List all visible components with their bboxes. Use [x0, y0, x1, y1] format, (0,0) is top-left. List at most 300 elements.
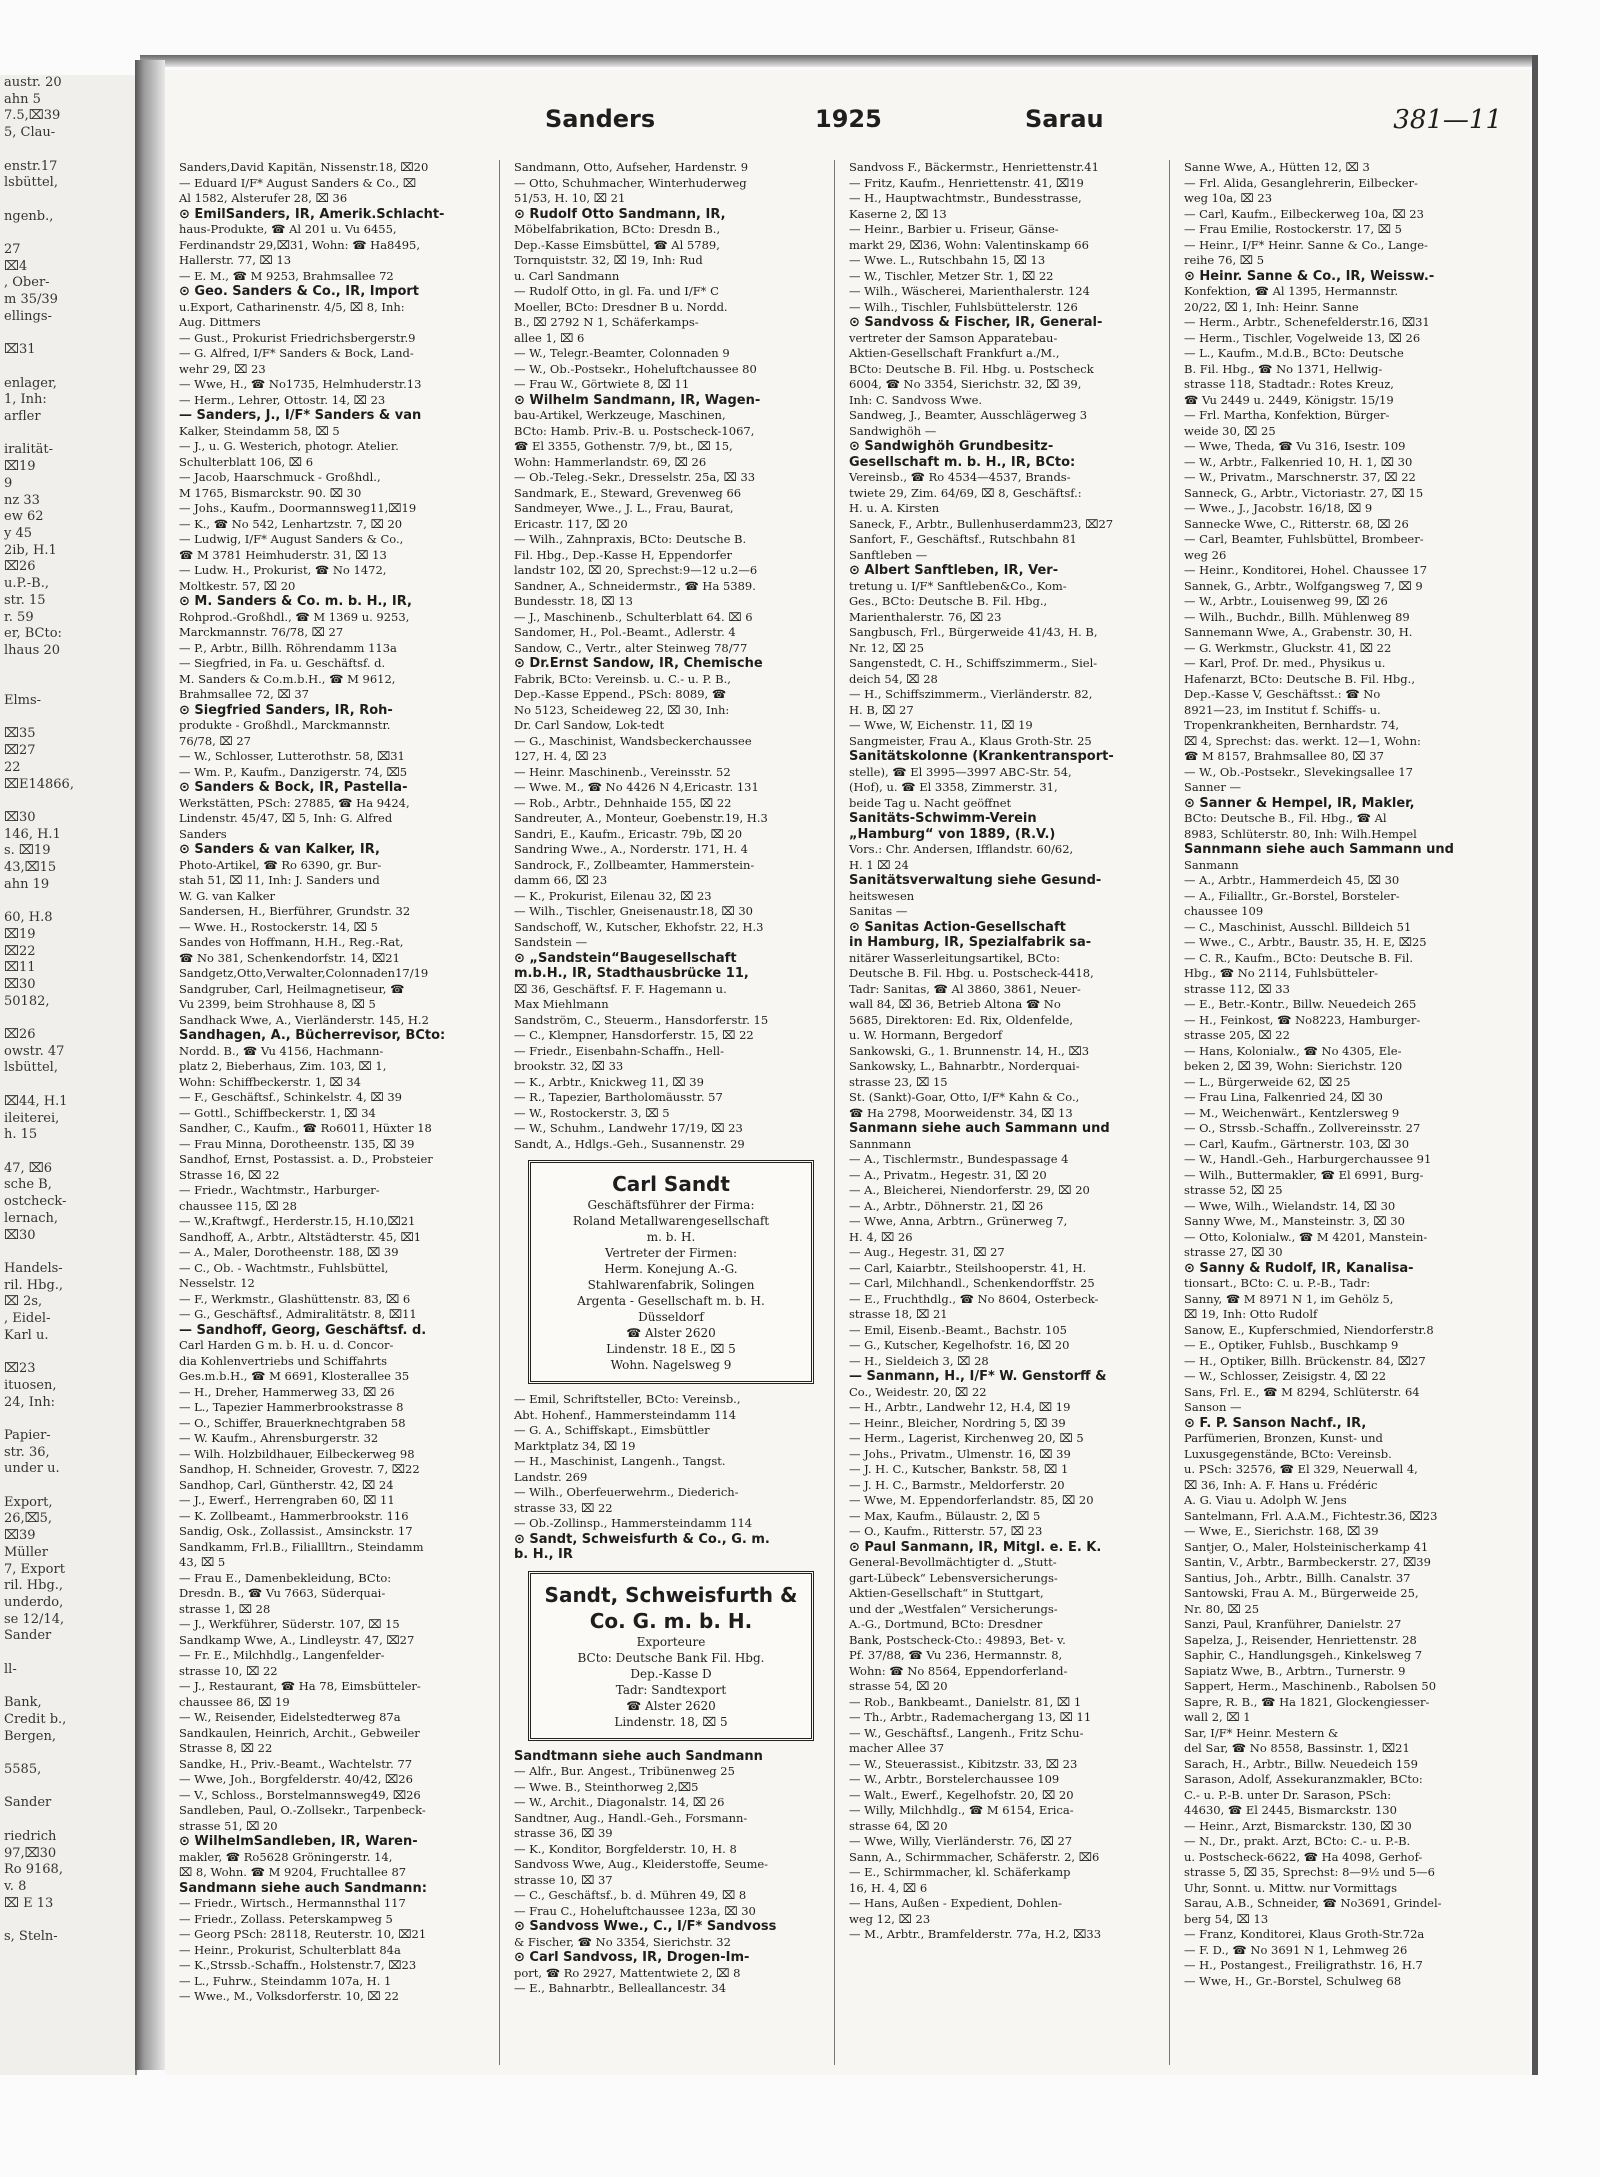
facing-page-text: Ro 9168,	[4, 1862, 63, 1878]
facing-page-text: ⌧26	[4, 559, 36, 575]
directory-entry: Santowski, Frau A. M., Bürgerweide 25,	[1184, 1586, 1419, 1600]
directory-entry: ⊙ Sanny & Rudolf, IR, Kanalisa-	[1184, 1260, 1414, 1276]
directory-entry: — Carl, Kaufm., Eilbeckerweg 10a, ⌧ 23	[1184, 206, 1424, 221]
directory-entry: — H., Postangest., Freiligrathstr. 16, H.7	[1184, 1958, 1423, 1972]
directory-entry: — Ludwig, I/F* August Sanders & Co.,	[179, 532, 404, 546]
directory-entry: Gesellschaft m. b. H., IR, BCto:	[849, 454, 1076, 470]
facing-page-text	[0, 710, 135, 727]
directory-entry: — Wm. P., Kaufm., Danzigerstr. 74, ⌧5	[179, 764, 408, 779]
facing-page-text: Bank,	[4, 1695, 42, 1711]
directory-entry: — F., Werkmstr., Glashüttenstr. 83, ⌧ 6	[179, 1291, 411, 1306]
directory-entry: — G. A., Schiffskapt., Eimsbüttler	[514, 1423, 710, 1437]
directory-entry: Sandvoss F., Bäckermstr., Henriettenstr.41	[849, 160, 1099, 174]
directory-entry: Carl Harden G m. b. H. u. d. Concor-	[179, 1338, 394, 1352]
directory-entry: — Wwe. M., ☎ No 4426 N 4,Ericastr. 131	[514, 780, 759, 794]
directory-entry: — K., ☎ No 542, Lenhartzstr. 7, ⌧ 20	[179, 516, 403, 531]
directory-entry: ☎ Vu 2449 u. 2449, Königstr. 15/19	[1184, 392, 1394, 407]
facing-page-text	[0, 1679, 135, 1696]
directory-entry: — Wwe., C., Arbtr., Baustr. 35, H. E, ⌧25	[1184, 935, 1427, 949]
directory-entry: — Fritz, Kaufm., Henriettenstr. 41, ⌧19	[849, 175, 1084, 190]
directory-entry: ⌧ 36, Inh: A. F. Hans u. Frédéric	[1184, 1477, 1378, 1492]
facing-page-text	[0, 1344, 135, 1361]
directory-entry: Sapelza, J., Reisender, Henriettenstr. 28	[1184, 1632, 1417, 1647]
directory-entry: Sanitas —	[849, 904, 908, 918]
directory-entry: — Frau Emilie, Rostockerstr. 17, ⌧ 5	[1184, 222, 1402, 236]
advertisement-carl-sandt	[528, 1160, 814, 1384]
directory-entry: — C., Klempner, Hansdorferstr. 15, ⌧ 22	[514, 1028, 754, 1042]
directory-entry: weg 12, ⌧ 23	[849, 1911, 931, 1926]
directory-entry: — Frau Lina, Falkenried 24, ⌧ 30	[1184, 1090, 1383, 1104]
directory-entry: ⊙ Sandwighöh Grundbesitz-	[849, 439, 1054, 454]
advertisement-line: BCto: Deutsche Bank Fil. Hbg.	[577, 1650, 765, 1665]
facing-page-text	[0, 192, 135, 209]
directory-entry: Sandomer, H., Pol.-Beamt., Adlerstr. 4	[514, 625, 736, 639]
facing-page-text: 47, ⌧6	[4, 1160, 53, 1176]
directory-entry: — Herm., Tischler, Vogelweide 13, ⌧ 26	[1184, 330, 1421, 345]
directory-entry: ⊙ Sanders & van Kalker, IR,	[179, 842, 380, 857]
directory-entry: — H., Hauptwachtmstr., Bundesstrasse,	[849, 191, 1082, 205]
directory-entry: 76/78, ⌧ 27	[179, 733, 251, 748]
directory-entry: Sandhop, H. Schneider, Grovestr. 7, ⌧22	[179, 1462, 420, 1476]
directory-entry: — Wwe. H., Rostockerstr. 14, ⌧ 5	[179, 919, 378, 934]
directory-entry: Sanmann	[1184, 857, 1239, 872]
page-top-edge	[140, 55, 1535, 67]
directory-entry: Sappert, Herm., Maschinenb., Rabolsen 50	[1184, 1679, 1437, 1693]
advertisement-line: Tadr: Sandtexport	[615, 1682, 727, 1697]
directory-entry: Nr. 12, ⌧ 25	[849, 640, 925, 655]
directory-entry: — A., Arbtr., Döhnerstr. 21, ⌧ 26	[849, 1198, 1044, 1213]
directory-entry: Konfektion, ☎ Al 1395, Hermannstr.	[1184, 284, 1399, 298]
directory-entry: strasse 33, ⌧ 22	[514, 1500, 613, 1515]
directory-entry: W. G. van Kalker	[179, 888, 276, 903]
directory-entry: Sandri, E., Kaufm., Ericastr. 79b, ⌧ 20	[514, 826, 743, 841]
directory-entry: — Wwe. B., Steinthorweg 2,⌧5	[514, 1779, 699, 1794]
directory-entry: Sanny Wwe, M., Mansteinstr. 3, ⌧ 30	[1184, 1214, 1405, 1228]
directory-entry: Dep.-Kasse Eppend., PSch: 8089, ☎	[514, 687, 727, 701]
directory-entry: Vors.: Chr. Andersen, Ifflandstr. 60/62,	[849, 842, 1074, 856]
directory-entry: Sandmeyer, Wwe., J. L., Frau, Baurat,	[514, 501, 734, 515]
directory-entry: — L., Fuhrw., Steindamm 107a, H. 1	[179, 1973, 392, 1988]
directory-entry: — Wwe, W, Eichenstr. 11, ⌧ 19	[849, 718, 1033, 732]
facing-page-text	[0, 1812, 135, 1829]
directory-entry: H. u. A. Kirsten	[849, 501, 940, 515]
directory-entry: — Ob.-Teleg.-Sekr., Dresselstr. 25a, ⌧ 33	[514, 470, 756, 484]
directory-entry: Bank, Postscheck-Cto.: 49893, Bet- v.	[849, 1632, 1066, 1647]
directory-entry: gart-Lübeck“ Lebensversicherungs-	[849, 1570, 1058, 1585]
directory-entry: — Jacob, Haarschmuck - Großhdl.,	[179, 470, 381, 484]
directory-entry: — H., Optiker, Billh. Brückenstr. 84, ⌧27	[1184, 1353, 1426, 1368]
facing-page-text	[0, 1010, 135, 1027]
directory-entry: deich 54, ⌧ 28	[849, 671, 938, 686]
directory-entry: m.b.H., IR, Stadthausbrücke 11,	[514, 966, 749, 981]
directory-entry: — G. Werkmstr., Gluckstr. 41, ⌧ 22	[1184, 640, 1392, 655]
directory-entry: — E., Bahnarbtr., Belleallancestr. 34	[514, 1981, 727, 1995]
directory-entry: — Wilh., Wäscherei, Marienthalerstr. 124	[849, 284, 1090, 298]
directory-entry: Sandner, A., Schneidermstr., ☎ Ha 5389.	[514, 578, 756, 593]
directory-entry: Sanow, E., Kupferschmied, Niendorferstr.8	[1184, 1322, 1434, 1337]
directory-entry: Sanne Wwe, A., Hütten 12, ⌧ 3	[1184, 160, 1370, 174]
directory-entry: — Frau Minna, Dorotheenstr. 135, ⌧ 39	[179, 1136, 415, 1151]
facing-page-text: ll-	[4, 1661, 17, 1677]
directory-entry: Luxusgegenstände, BCto: Vereinsb.	[1184, 1446, 1392, 1461]
directory-entry: strasse 5, ⌧ 35, Sprechst: 8—9½ und 5—6	[1184, 1865, 1435, 1879]
directory-entry: — H., Sieldeich 3, ⌧ 28	[849, 1353, 989, 1368]
directory-entry: — W., Ob.-Postsekr., Slevekingsallee 17	[1184, 764, 1413, 779]
directory-entry: Sandt, A., Hdlgs.-Geh., Susannenstr. 29	[514, 1136, 745, 1151]
directory-entry: Sandhoff, A., Arbtr., Altstädterstr. 45, ⌧1	[179, 1229, 422, 1244]
directory-entry: — L., Kaufm., M.d.B., BCto: Deutsche	[1184, 346, 1404, 360]
directory-entry: — F., Geschäftsf., Schinkelstr. 4, ⌧ 39	[179, 1090, 402, 1104]
directory-entry: — Willy, Milchhdlg., ☎ M 6154, Erica-	[849, 1803, 1074, 1817]
head-first-name: Sanders	[545, 105, 656, 133]
directory-entry: B. Fil. Hbg., ☎ No 1371, Hellwig-	[1184, 361, 1383, 376]
directory-entry: — W., Rostockerstr. 3, ⌧ 5	[514, 1105, 670, 1120]
directory-entry: — Wilh., Zahnpraxis, BCto: Deutsche B.	[514, 532, 747, 546]
directory-entry: ⊙ Rudolf Otto Sandmann, IR,	[514, 206, 726, 222]
directory-entry: Fabrik, BCto: Vereinsb. u. C.- u. P. B.,	[514, 671, 731, 686]
directory-entry: — Wwe, M. Eppendorferlandstr. 85, ⌧ 20	[849, 1493, 1094, 1507]
column-3	[843, 160, 1170, 2065]
facing-page-text: under u.	[4, 1461, 60, 1477]
directory-entry: — E., Schirmmacher, kl. Schäferkamp	[849, 1865, 1071, 1879]
advertisement-line: Düsseldorf	[638, 1310, 704, 1324]
facing-page-text: ⌧23	[4, 1361, 36, 1377]
directory-entry: reihe 76, ⌧ 5	[1184, 253, 1265, 267]
directory-entry: b. H., IR	[514, 1547, 573, 1562]
advertisement-sandt-schweisfurth	[528, 1571, 814, 1741]
directory-entry: dia Kohlenvertriebs und Schiffahrts	[179, 1353, 388, 1368]
directory-entry: — R., Tapezier, Bartholomäusstr. 57	[514, 1090, 723, 1104]
directory-entry: — Emil, Schriftsteller, BCto: Vereinsb.,	[514, 1392, 741, 1406]
directory-entry: strasse 10, ⌧ 22	[179, 1663, 278, 1678]
directory-entry: Sangbusch, Frl., Bürgerweide 41/43, H. B,	[849, 625, 1098, 639]
directory-entry: Sandes von Hoffmann, H.H., Reg.-Rat,	[179, 935, 404, 949]
facing-page-text: ew 62	[4, 509, 44, 525]
directory-entry: BCto: Hamb. Priv.-B. u. Postscheck-1067,	[514, 423, 755, 438]
advertisement-line: ☎ Alster 2620	[626, 1698, 716, 1713]
directory-entry: — L., Bürgerweide 62, ⌧ 25	[1184, 1074, 1351, 1089]
directory-entry: Marckmannstr. 76/78, ⌧ 27	[179, 625, 344, 639]
facing-page-text: v. 8	[4, 1878, 27, 1894]
directory-entry: & Fischer, ☎ No 3354, Sierichstr. 32	[514, 1934, 731, 1949]
running-head	[205, 105, 1510, 141]
directory-entry: Kalker, Steindamm 58, ⌧ 5	[179, 423, 340, 438]
directory-entry: — J., Ewerf., Herrengraben 60, ⌧ 11	[179, 1493, 395, 1507]
head-last-name: Sarau	[1025, 105, 1104, 133]
directory-entry: Sandvoss Wwe, Aug., Kleiderstoffe, Seume-	[514, 1857, 769, 1871]
directory-entry: Sanitätskolonne (Krankentransport-	[849, 749, 1114, 764]
directory-entry: — W.,Kraftwgf., Herderstr.15, H.10,⌧21	[179, 1214, 416, 1228]
directory-entry: Sanitätsverwaltung siehe Gesund-	[849, 873, 1102, 888]
directory-entry: — N., Dr., prakt. Arzt, BCto: C.- u. P.-B.	[1184, 1834, 1411, 1848]
advertisement-line: Dep.-Kasse D	[630, 1666, 712, 1681]
directory-entry: ⊙ Albert Sanftleben, IR, Ver-	[849, 563, 1059, 578]
directory-entry: A. G. Viau u. Adolph W. Jens	[1184, 1493, 1347, 1507]
facing-page-text: 1, Inh:	[4, 392, 47, 408]
directory-entry: 5685, Direktoren: Ed. Rix, Oldenfelde,	[849, 1012, 1073, 1027]
directory-entry: weg 10a, ⌧ 23	[1184, 191, 1273, 205]
facing-page-text: 22	[4, 759, 21, 775]
advertisement-line: Stahlwarenfabrik, Solingen	[587, 1278, 755, 1292]
directory-entry: Hafenarzt, BCto: Deutsche B. Fil. Hbg.,	[1184, 671, 1415, 686]
column-2	[508, 160, 835, 2065]
directory-entry: beken 2, ⌧ 39, Wohn: Sierichstr. 120	[1184, 1059, 1403, 1073]
directory-entry: Rohprod.-Großhdl., ☎ M 1369 u. 9253,	[179, 609, 410, 624]
facing-page-text: ⌧30	[4, 809, 36, 825]
facing-page-text: str. 36,	[4, 1444, 50, 1460]
directory-entry: — Carl, Kaiarbtr., Steilshooperstr. 41, H.	[849, 1260, 1087, 1275]
directory-entry: — Friedr., Zollass. Peterskampweg 5	[179, 1911, 393, 1926]
directory-entry: — Wwe, Wilh., Wielandstr. 14, ⌧ 30	[1184, 1198, 1396, 1213]
facing-page-text: owstr. 47	[4, 1043, 65, 1059]
directory-entry: Sandher, C., Kaufm., ☎ Ro6011, Hüxter 18	[179, 1121, 432, 1135]
directory-entry: ☎ No 381, Schenkendorfstr. 14, ⌧21	[179, 950, 400, 965]
directory-entry: Uhr, Sonnt. u. Mittw. nur Vormittags	[1184, 1880, 1397, 1895]
facing-page-text: lhaus 20	[4, 642, 60, 658]
facing-page-text: riedrich	[4, 1828, 57, 1844]
directory-entry: landstr 102, ⌧ 20, Sprechst:9—12 u.2—6	[514, 563, 758, 577]
facing-page-text: ⌧19	[4, 459, 36, 475]
directory-entry: damm 66, ⌧ 23	[514, 873, 608, 887]
directory-entry: 20/22, ⌧ 1, Inh: Heinr. Sanne	[1184, 299, 1359, 314]
directory-entry: Deutsche B. Fil. Hbg. u. Postscheck-4418,	[849, 966, 1094, 980]
directory-entry: Sandrock, F., Zollbeamter, Hammerstein-	[514, 857, 755, 872]
facing-page-text: ril. Hbg.,	[4, 1277, 64, 1293]
directory-entry: — W., Arbtr., Borstelerchaussee 109	[849, 1772, 1060, 1786]
directory-entry: strasse 18, ⌧ 21	[849, 1307, 948, 1321]
directory-entry: vertreter der Samson Apparatebau-	[849, 330, 1058, 345]
facing-page-fragment	[0, 75, 137, 2075]
directory-entry: — H., Maschinist, Langenh., Tangst.	[514, 1454, 726, 1468]
directory-entry: — H., Schiffszimmerm., Vierländerstr. 82,	[849, 687, 1093, 701]
facing-page-text: ahn 19	[4, 876, 50, 892]
directory-entry: Ferdinandstr 29,⌧31, Wohn: ☎ Ha8495,	[179, 237, 420, 252]
directory-entry: H. 1 ⌧ 24	[849, 857, 909, 872]
directory-entry: Ges., BCto: Deutsche B. Fil. Hbg.,	[849, 594, 1048, 608]
directory-entry: Sandwighöh —	[849, 423, 937, 438]
directory-entry: M 1765, Bismarckstr. 90. ⌧ 30	[179, 485, 362, 500]
directory-entry: — K., Arbtr., Knickweg 11, ⌧ 39	[514, 1074, 704, 1089]
facing-page-text	[0, 326, 135, 343]
directory-entry: — Hans, Außen - Expedient, Dohlen-	[849, 1896, 1063, 1910]
directory-entry: u. Carl Sandmann	[514, 268, 620, 283]
directory-entry: — Heinr., Arzt, Bismarckstr. 130, ⌧ 30	[1184, 1818, 1412, 1833]
directory-entry: allee 1, ⌧ 6	[514, 330, 585, 345]
directory-entry: 16, H. 4, ⌧ 6	[849, 1880, 928, 1895]
directory-entry: Sapre, R. B., ☎ Ha 1821, Glockengiesser-	[1184, 1694, 1430, 1709]
directory-entry: — Wwe, Joh., Borgfelderstr. 40/42, ⌧26	[179, 1772, 413, 1786]
directory-entry: Wohn: ☎ No 8564, Eppendorferland-	[849, 1663, 1068, 1678]
directory-entry: 8983, Schlüterstr. 80, Inh: Wilh.Hempel	[1184, 826, 1417, 841]
directory-entry: — Rob., Arbtr., Dehnhaide 155, ⌧ 22	[514, 795, 732, 810]
directory-entry: Wohn: Hammerlandstr. 69, ⌧ 26	[514, 454, 707, 469]
directory-entry: — Heinr., I/F* Heinr. Sanne & Co., Lange-	[1184, 237, 1428, 252]
facing-page-text: u.P.-B.,	[4, 576, 49, 592]
directory-entry: — Heinr., Prokurist, Schulterblatt 84a	[179, 1942, 401, 1957]
directory-entry: Saphir, C., Handlungsgeh., Kinkelsweg 7	[1184, 1648, 1423, 1662]
facing-page-text: 9	[4, 475, 13, 491]
directory-entry: — Heinr., Barbier u. Friseur, Gänse-	[849, 222, 1059, 236]
directory-entry: ⊙ Sandt, Schweisfurth & Co., G. m.	[514, 1531, 770, 1547]
directory-entry: — Wilh., Tischler, Gneisenaustr.18, ⌧ 30	[514, 904, 753, 918]
directory-entry: Strasse 8, ⌧ 22	[179, 1741, 273, 1755]
directory-entry: — K., Konditor, Borgfelderstr. 10, H. 8	[514, 1841, 737, 1856]
directory-entry: Moltkestr. 57, ⌧ 20	[179, 578, 296, 593]
directory-entry: — W., Schlosser, Lutterothstr. 58, ⌧31	[179, 749, 405, 763]
directory-entry: No 5123, Scheideweg 22, ⌧ 30, Inh:	[514, 702, 730, 717]
directory-entry: — Gust., Prokurist Friedrichsbergerstr.9	[179, 330, 416, 345]
directory-entry: — E., Betr.-Kontr., Billw. Neuedeich 265	[1184, 997, 1417, 1011]
directory-entry: Sanneck, G., Arbtr., Victoriastr. 27, ⌧ 15	[1184, 485, 1424, 500]
facing-page-text: 60, H.8	[4, 910, 53, 926]
advertisement-line: Exporteure	[636, 1634, 706, 1649]
directory-entry: — W., Handl.-Geh., Harburgerchaussee 91	[1184, 1152, 1432, 1166]
advertisement-line: Lindenstr. 18 E., ⌧ 5	[606, 1342, 736, 1356]
directory-entry: makler, ☎ Ro5628 Gröningerstr. 14,	[179, 1849, 393, 1864]
directory-entry: H. B, ⌧ 27	[849, 702, 914, 717]
facing-page-text: h. 15	[4, 1127, 38, 1143]
directory-entry: — K. Zollbeamt., Hammerbrookstr. 116	[179, 1508, 409, 1523]
directory-entry: — Wilh. Holzbildhauer, Eilbeckerweg 98	[179, 1446, 415, 1461]
directory-entry: Sandmann, Otto, Aufseher, Hardenstr. 9	[514, 160, 749, 174]
directory-entry: — H., Feinkost, ☎ No8223, Hamburger-	[1184, 1012, 1421, 1027]
facing-page-text	[0, 1144, 135, 1161]
directory-entry: — Frl. Martha, Konfektion, Bürger-	[1184, 408, 1390, 422]
directory-entry: Sarau, A.B., Schneider, ☎ No3691, Grindel-	[1184, 1896, 1442, 1910]
facing-page-text: , Ober-	[4, 275, 50, 291]
directory-entry: Sanmann siehe auch Sammann und	[849, 1121, 1110, 1136]
directory-entry: Kaserne 2, ⌧ 13	[849, 206, 947, 221]
directory-entry: Sandring Wwe., A., Norderstr. 171, H. 4	[514, 842, 748, 856]
facing-page-text: Papier-	[4, 1427, 51, 1443]
directory-entry: — Wwe, H., ☎ No1735, Helmhuderstr.13	[179, 377, 422, 391]
directory-entry: 43, ⌧ 5	[179, 1555, 226, 1569]
directory-entry: — W., Tischler, Metzer Str. 1, ⌧ 22	[849, 268, 1054, 283]
directory-entry: C.- u. P.-B. unter Dr. Sarason, PSch:	[1184, 1787, 1392, 1802]
advertisement-title: Carl Sandt	[612, 1172, 730, 1196]
directory-entry: — W., Geschäftsf., Langenh., Fritz Schu-	[849, 1725, 1084, 1740]
directory-entry: Saneck, F., Arbtr., Bullenhuserdamm23, ⌧27	[849, 516, 1114, 531]
directory-entry: — C., Maschinist, Ausschl. Billdeich 51	[1184, 919, 1412, 934]
facing-page-text: ⌧11	[4, 960, 36, 976]
directory-entry: ⊙ Sanders & Bock, IR, Pastella-	[179, 780, 408, 795]
directory-entry: Sanner —	[1184, 780, 1242, 794]
page-right-edge	[1532, 55, 1538, 2075]
directory-entry: u. W. Hormann, Bergedorf	[849, 1028, 1003, 1042]
directory-entry: — C., Ob. - Wachtmstr., Fuhlsbüttel,	[179, 1260, 389, 1275]
directory-entry: Sandmann siehe auch Sandmann:	[179, 1880, 427, 1896]
directory-entry: — M., Weichenwärt., Kentzlersweg 9	[1184, 1105, 1400, 1120]
directory-entry: Parfümerien, Bronzen, Kunst- und	[1184, 1431, 1383, 1445]
directory-entry: Sannemann Wwe, A., Grabenstr. 30, H.	[1184, 625, 1413, 639]
directory-entry: — Th., Arbtr., Rademachergang 13, ⌧ 11	[849, 1710, 1092, 1724]
facing-page-text: 24, Inh:	[4, 1394, 56, 1410]
directory-entry: del Sar, ☎ No 8558, Bassinstr. 1, ⌧21	[1184, 1741, 1410, 1755]
directory-entry: ☎ El 3355, Gothenstr. 7/9, bt., ⌧ 15,	[514, 439, 733, 453]
directory-entry: Fil. Hbg., Dep.-Kasse H, Eppendorfer	[514, 547, 733, 562]
directory-entry: ⊙ F. P. Sanson Nachf., IR,	[1184, 1415, 1367, 1431]
directory-entry: B., ⌧ 2792 N 1, Schäferkamps-	[514, 315, 699, 329]
directory-entry: — E., Optiker, Fuhlsb., Buschkamp 9	[1184, 1338, 1399, 1352]
directory-entry: wall 2, ⌧ 1	[1184, 1710, 1251, 1724]
facing-page-text: Handels-	[4, 1260, 63, 1276]
directory-entry: Abt. Hohenf., Hammersteindamm 114	[514, 1407, 737, 1422]
directory-entry: — Wwe., M., Volksdorferstr. 10, ⌧ 22	[179, 1989, 399, 2003]
directory-entry: Dep.-Kasse V, Geschäftsst.: ☎ No	[1184, 687, 1381, 701]
facing-page-text: ahn 5	[4, 91, 41, 107]
directory-entry: strasse 27, ⌧ 30	[1184, 1245, 1283, 1259]
directory-entry: St. (Sankt)-Goar, Otto, I/F* Kahn & Co.,	[849, 1090, 1080, 1104]
facing-page-text: enstr.17	[4, 158, 58, 174]
directory-entry: — Frau C., Hoheluftchaussee 123a, ⌧ 30	[514, 1903, 756, 1918]
facing-page-text: 146, H.1	[4, 826, 61, 842]
directory-entry: — W., Arbtr., Falkenried 10, H. 1, ⌧ 30	[1184, 454, 1413, 469]
facing-page-text: ⌧22	[4, 943, 36, 959]
facing-page-text: ituosen,	[4, 1377, 57, 1393]
advertisement-line: Argenta - Gesellschaft m. b. H.	[577, 1294, 765, 1308]
facing-page-text: 27	[4, 242, 21, 258]
directory-entry: — G., Maschinist, Wandsbeckerchaussee	[514, 733, 752, 748]
directory-entry: Sandow, C., Vertr., alter Steinweg 78/77	[514, 640, 748, 655]
directory-entry: — F. D., ☎ No 3691 N 1, Lehmweg 26	[1184, 1942, 1408, 1957]
facing-page-text: arfler	[4, 409, 41, 425]
facing-page-text: 26,⌧5,	[4, 1511, 53, 1527]
directory-entry: 44630, ☎ El 2445, Bismarckstr. 130	[1184, 1803, 1397, 1817]
directory-entry: strasse 36, ⌧ 39	[514, 1826, 613, 1840]
directory-entry: — J., u. G. Westerich, photogr. Atelier.	[179, 439, 399, 453]
directory-entry: strasse 1, ⌧ 28	[179, 1601, 271, 1616]
directory-entry: Wohn: Schiffbeckerstr. 1, ⌧ 34	[179, 1074, 361, 1089]
directory-entry: u. Postscheck-6622, ☎ Ha 4098, Gerhof-	[1184, 1849, 1423, 1864]
directory-entry: — Alfr., Bur. Angest., Tribünenweg 25	[514, 1764, 735, 1778]
directory-entry: — A., Privatm., Hegestr. 31, ⌧ 20	[849, 1167, 1047, 1182]
directory-entry: ⊙ M. Sanders & Co. m. b. H., IR,	[179, 594, 412, 609]
directory-entry: — W., Telegr.-Beamter, Colonnaden 9	[514, 346, 730, 360]
directory-entry: — Friedr., Wachtmstr., Harburger-	[179, 1183, 380, 1197]
facing-page-text: ⌧19	[4, 926, 36, 942]
directory-entry: Tropenkrankheiten, Bernhardstr. 74,	[1184, 718, 1400, 732]
directory-entry: Inh: C. Sandvoss Wwe.	[849, 392, 983, 407]
directory-entry: — Wilh., Oberfeuerwehrm., Diederich-	[514, 1485, 739, 1499]
directory-entry: BCto: Deutsche B., Fil. Hbg., ☎ Al	[1184, 811, 1387, 825]
directory-entry: Sandgruber, Carl, Heilmagnetiseur, ☎	[179, 981, 405, 996]
directory-entry: — Emil, Eisenb.-Beamt., Bachstr. 105	[849, 1322, 1067, 1337]
advertisement-line: Vertreter der Firmen:	[604, 1246, 738, 1260]
directory-entry: — L., Tapezier Hammerbrookstrasse 8	[179, 1400, 404, 1414]
directory-entry: Aug. Dittmers	[179, 315, 261, 329]
directory-entry: Sandschoff, W., Kutscher, Ekhofstr. 22, H.3	[514, 919, 764, 934]
directory-entry: Sanders,David Kapitän, Nissenstr.18, ⌧20	[179, 160, 429, 174]
page-number: 381—11	[1393, 105, 1502, 135]
directory-entry: — Carl, Milchhandl., Schenkendorffstr. 25	[849, 1276, 1095, 1290]
directory-entry: — Friedr., Eisenbahn-Schaffn., Hell-	[514, 1043, 724, 1058]
directory-entry: strasse 54, ⌧ 20	[849, 1679, 948, 1693]
directory-entry: — H., Arbtr., Landwehr 12, H.4, ⌧ 19	[849, 1400, 1071, 1414]
directory-entry: — J. H. C., Barmstr., Meldorferstr. 20	[849, 1477, 1065, 1492]
directory-entry: — Siegfried, in Fa. u. Geschäftsf. d.	[179, 656, 386, 670]
directory-entry: — K.,Strssb.-Schaffn., Holstenstr.7, ⌧23	[179, 1958, 417, 1972]
directory-entry: chaussee 115, ⌧ 28	[179, 1198, 297, 1213]
facing-page-text: Bergen,	[4, 1728, 56, 1744]
directory-entry: nitärer Wasserleitungsartikel, BCto:	[849, 950, 1060, 965]
directory-entry: Ericastr. 117, ⌧ 20	[514, 516, 628, 531]
directory-entry: — A., Filialltr., Gr.-Borstel, Borsteler-	[1184, 888, 1400, 903]
directory-entry: wehr 29, ⌧ 23	[179, 361, 266, 376]
directory-entry: — Heinr., Konditorei, Hohel. Chaussee 17	[1184, 563, 1428, 577]
facing-page-text: ⌧27	[4, 743, 36, 759]
directory-entry: ⊙ Carl Sandvoss, IR, Drogen-Im-	[514, 1950, 750, 1965]
directory-entry: — Karl, Prof. Dr. med., Physikus u.	[1184, 656, 1386, 670]
